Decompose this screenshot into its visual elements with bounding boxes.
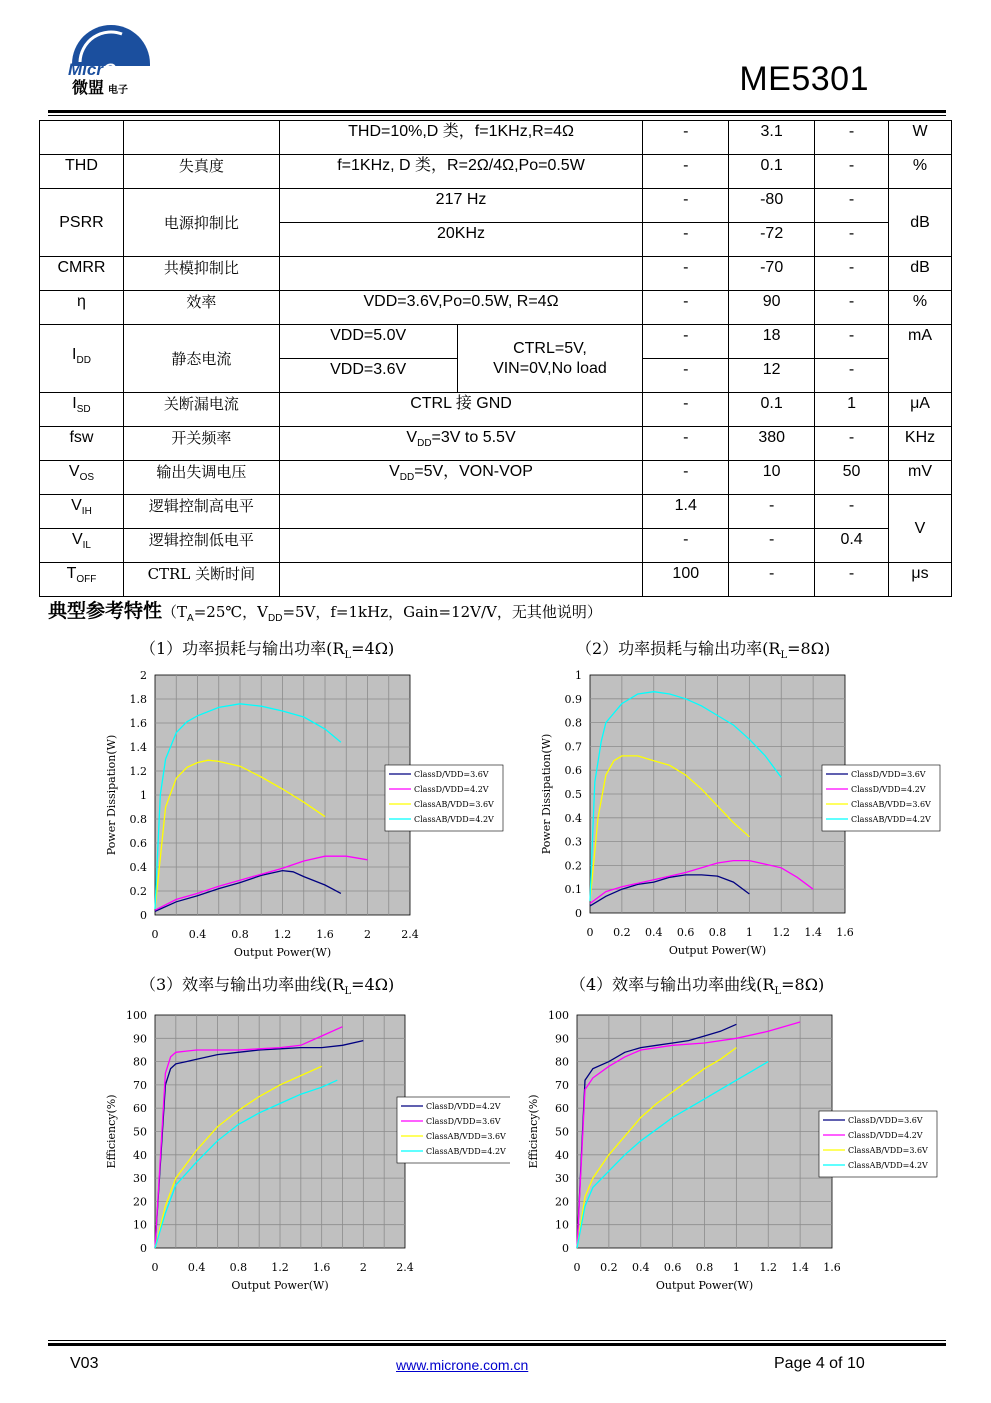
caption-sub: L [780, 650, 788, 662]
x-tick-label: 0.4 [645, 926, 663, 939]
cell-condition: CTRL 接 GND [279, 393, 643, 427]
y-tick-label: 60 [555, 1102, 569, 1116]
legend-label: ClassD/VDD=3.6V [848, 1116, 923, 1125]
caption-text: =8Ω) [787, 639, 831, 658]
cell-name: 开关频率 [123, 427, 279, 461]
x-tick-label: 0 [573, 1261, 581, 1274]
section-cond-a-sub: A [187, 613, 194, 625]
legend-label: ClassD/VDD=4.2V [426, 1102, 501, 1111]
cell-name: 逻辑控制高电平 [123, 495, 279, 529]
company-logo [66, 20, 156, 100]
cell-typ: - [729, 563, 815, 597]
cell-max: 0.4 [815, 529, 889, 563]
cell-typ: 0.1 [729, 155, 815, 189]
x-tick-label: 2.4 [401, 928, 419, 941]
x-tick-label: 0.6 [676, 926, 695, 939]
y-axis-label: Power Dissipation(W) [540, 733, 553, 855]
footer-page-number: Page 4 of 10 [774, 1355, 865, 1372]
cell-max: - [815, 495, 889, 529]
cell-max: - [815, 325, 889, 359]
cell-name: 电源抑制比 [123, 189, 279, 257]
legend-label: ClassAB/VDD=4.2V [848, 1161, 928, 1170]
cell-min: - [643, 393, 729, 427]
cell-max: - [815, 257, 889, 291]
x-axis-label: Output Power(W) [655, 1279, 754, 1292]
table-row [40, 155, 952, 189]
y-tick-label: 30 [133, 1172, 147, 1186]
y-tick-label: 70 [555, 1078, 569, 1092]
cell-symbol [40, 495, 124, 529]
cell-condition [279, 257, 643, 291]
x-tick-label: 1.6 [316, 928, 334, 941]
x-tick-label: 1 [745, 926, 753, 939]
legend-label: ClassAB/VDD=4.2V [426, 1147, 506, 1156]
y-tick-label: 2 [140, 669, 147, 682]
logo-text-en-tail: One [102, 60, 137, 79]
caption-sub: L [344, 650, 352, 662]
symbol-main: V [71, 531, 83, 548]
cell-min: - [643, 291, 729, 325]
logo-text-cn-small: 电子 [108, 85, 128, 96]
symbol-sub: IH [81, 506, 92, 518]
cell-symbol [40, 325, 124, 393]
cell-min: - [643, 461, 729, 495]
symbol-sub: OFF [76, 574, 97, 586]
table-row [40, 427, 952, 461]
logo-text-cn: 微盟 [72, 78, 105, 97]
y-tick-label: 1 [575, 669, 582, 682]
x-tick-label: 0.8 [708, 926, 727, 939]
x-tick-label: 1.6 [312, 1261, 331, 1274]
cell-typ: 10 [729, 461, 815, 495]
caption-text: =8Ω) [781, 975, 825, 994]
cell-typ: 3.1 [729, 121, 815, 155]
caption-text: （4）效率与输出功率曲线(R [570, 975, 775, 994]
table-row [40, 495, 952, 529]
caption-text: =4Ω) [351, 975, 395, 994]
symbol-main: V [68, 463, 80, 480]
y-tick-label: 10 [555, 1218, 569, 1232]
cell-max: - [815, 223, 889, 257]
table-row [40, 257, 952, 291]
cell-min: - [643, 427, 729, 461]
table-row [40, 529, 952, 563]
caption-sub: L [774, 986, 782, 998]
y-tick-label: 20 [133, 1195, 147, 1209]
cond-pre: V [406, 429, 418, 446]
cell-typ: -72 [729, 223, 815, 257]
caption-text: =4Ω) [351, 639, 395, 658]
table-row [40, 121, 952, 155]
y-tick-label: 0 [562, 1242, 569, 1255]
doc-title: ME5301 [739, 60, 869, 98]
section-cond-c: =5V，f=1kHz，Gain=12V/V，无其他说明） [282, 603, 602, 621]
caption-sub: L [344, 986, 352, 998]
cell-max: - [815, 155, 889, 189]
symbol-main: T [66, 565, 77, 582]
y-tick-label: 1.4 [129, 741, 147, 754]
cell-typ: 12 [729, 359, 815, 393]
cell-typ: - [729, 495, 815, 529]
y-tick-label: 1 [140, 789, 147, 802]
cell-symbol [40, 121, 124, 155]
legend-label: ClassAB/VDD=4.2V [851, 815, 931, 824]
cell-condition: VDD=3.6V,Po=0.5W, R=4Ω [279, 291, 643, 325]
legend-label: ClassAB/VDD=4.2V [414, 815, 494, 824]
y-tick-label: 30 [555, 1172, 569, 1186]
cell-condition: f=1KHz, D 类，R=2Ω/4Ω,Po=0.5W [279, 155, 643, 189]
x-tick-label: 1.2 [772, 926, 790, 939]
y-tick-label: 0.3 [564, 835, 582, 849]
cell-typ: - [729, 529, 815, 563]
y-tick-label: 80 [133, 1055, 147, 1069]
legend-label: ClassAB/VDD=3.6V [414, 800, 494, 809]
cell-min: - [643, 325, 729, 359]
x-tick-label: 1.2 [759, 1261, 777, 1274]
chart-caption-1 [140, 636, 394, 661]
section-cond-a: （T [162, 603, 188, 621]
cell-symbol [40, 393, 124, 427]
legend-label: ClassAB/VDD=3.6V [426, 1132, 506, 1141]
cell-condition: VDD=5.0V [279, 325, 457, 359]
cell-condition-shared [457, 325, 643, 393]
x-tick-label: 0.8 [695, 1261, 714, 1274]
cell-min: - [643, 121, 729, 155]
x-tick-label: 2 [364, 928, 371, 941]
y-tick-label: 1.6 [129, 717, 147, 730]
y-tick-label: 0.2 [129, 885, 147, 898]
symbol-main: V [71, 497, 82, 514]
cell-condition: 20KHz [279, 223, 643, 257]
chart-power-dissipation-8ohm [535, 665, 945, 965]
header-rule-thin [48, 115, 946, 116]
cell-condition: VDD=3.6V [279, 359, 457, 393]
symbol-main: I [72, 395, 77, 412]
legend-label: ClassD/VDD=3.6V [414, 770, 489, 779]
y-tick-label: 20 [555, 1195, 569, 1209]
y-tick-label: 60 [133, 1102, 147, 1116]
cell-unit: μs [889, 563, 952, 597]
x-tick-label: 1.6 [836, 926, 854, 939]
cell-name: CTRL 关断时间 [123, 563, 279, 597]
cell-condition [279, 461, 643, 495]
x-axis-label: Output Power(W) [233, 946, 332, 959]
x-tick-label: 0.4 [188, 928, 207, 941]
footer-website-link[interactable]: www.microne.com.cn [396, 1357, 529, 1373]
chart-caption-4 [570, 972, 824, 997]
cond-sub: DD [399, 472, 415, 484]
cell-min: 100 [643, 563, 729, 597]
cond-sub: DD [417, 438, 432, 450]
cell-max: 1 [815, 393, 889, 427]
cell-symbol [40, 461, 124, 495]
footer-rule [48, 1343, 946, 1346]
x-tick-label: 1.2 [271, 1261, 289, 1274]
chart-efficiency-4ohm [100, 1005, 510, 1305]
section-title [48, 596, 602, 624]
y-axis-label: Efficiency(%) [527, 1094, 540, 1169]
y-tick-label: 80 [555, 1055, 569, 1069]
cell-name: 失真度 [123, 155, 279, 189]
cell-unit: dB [889, 189, 952, 257]
x-tick-label: 0 [151, 1261, 159, 1274]
footer-version: V03 [70, 1355, 99, 1372]
cell-max: - [815, 359, 889, 393]
y-tick-label: 40 [555, 1148, 569, 1162]
caption-text: （3）效率与输出功率曲线(R [140, 975, 345, 994]
footer-rule-thin [48, 1340, 946, 1341]
legend-label: ClassAB/VDD=3.6V [848, 1146, 928, 1155]
cell-max: - [815, 189, 889, 223]
y-tick-label: 0.5 [564, 788, 582, 801]
x-tick-label: 0 [151, 928, 159, 941]
cell-min: - [643, 189, 729, 223]
cell-unit: W [889, 121, 952, 155]
symbol-main: I [72, 346, 77, 364]
chart-power-dissipation-4ohm [100, 665, 510, 965]
y-tick-label: 0.4 [129, 861, 147, 874]
legend-label: ClassD/VDD=4.2V [848, 1131, 923, 1140]
y-tick-label: 0.6 [129, 837, 147, 850]
y-tick-label: 70 [133, 1078, 147, 1092]
section-cond-b-sub: DD [267, 613, 283, 625]
cond-text: =3V to 5.5V [431, 429, 516, 446]
cell-symbol [40, 529, 124, 563]
y-tick-label: 90 [555, 1032, 569, 1046]
cell-typ: 380 [729, 427, 815, 461]
y-axis-label: Power Dissipation(W) [105, 734, 118, 856]
cell-typ: -70 [729, 257, 815, 291]
cell-unit: % [889, 155, 952, 189]
x-tick-label: 0.4 [187, 1261, 206, 1274]
cell-name: 效率 [123, 291, 279, 325]
cell-symbol: η [40, 291, 124, 325]
table-row [40, 393, 952, 427]
y-tick-label: 0 [140, 909, 147, 922]
cell-max: - [815, 427, 889, 461]
y-tick-label: 0 [575, 907, 582, 920]
x-tick-label: 0 [586, 926, 594, 939]
cell-condition: THD=10%,D 类，f=1KHz,R=4Ω [279, 121, 643, 155]
cell-min: - [643, 223, 729, 257]
y-tick-label: 100 [126, 1009, 147, 1022]
cell-name: 静态电流 [123, 325, 279, 393]
y-tick-label: 1.8 [129, 693, 147, 706]
cell-name: 输出失调电压 [123, 461, 279, 495]
cell-condition [279, 427, 643, 461]
cell-min: - [643, 257, 729, 291]
cell-typ: 18 [729, 325, 815, 359]
x-tick-label: 0.6 [663, 1261, 682, 1274]
cell-unit: dB [889, 257, 952, 291]
legend-label: ClassD/VDD=4.2V [414, 785, 489, 794]
chart-efficiency-8ohm [520, 1005, 945, 1305]
cell-unit: KHz [889, 427, 952, 461]
cell-name: 关断漏电流 [123, 393, 279, 427]
cell-symbol: PSRR [40, 189, 124, 257]
cell-condition: 217 Hz [279, 189, 643, 223]
y-tick-label: 0.8 [129, 813, 147, 826]
svg-text:MicrOne: MicrOne [68, 60, 137, 79]
x-tick-label: 1.4 [804, 926, 822, 939]
cell-condition [279, 529, 643, 563]
cell-unit: mA [889, 325, 952, 393]
section-cond-b: =25℃，V [193, 603, 268, 621]
x-tick-label: 0.2 [600, 1261, 618, 1274]
y-axis-label: Efficiency(%) [105, 1094, 118, 1169]
condition-line: CTRL=5V, [513, 339, 587, 357]
x-tick-label: 1.4 [791, 1261, 809, 1274]
cond-pre: V [389, 463, 400, 480]
cell-max: - [815, 563, 889, 597]
y-tick-label: 0 [140, 1242, 147, 1255]
cell-min: - [643, 359, 729, 393]
y-tick-label: 0.8 [564, 716, 582, 730]
cell-name: 逻辑控制低电平 [123, 529, 279, 563]
cell-symbol: fsw [40, 427, 124, 461]
x-tick-label: 0.2 [613, 926, 631, 939]
x-axis-label: Output Power(W) [668, 944, 767, 957]
chart-caption-3 [140, 972, 394, 997]
cell-unit: % [889, 291, 952, 325]
x-tick-label: 1.2 [273, 928, 292, 941]
table-row [40, 189, 952, 223]
cell-unit: mV [889, 461, 952, 495]
y-tick-label: 90 [133, 1032, 147, 1046]
y-tick-label: 0.7 [564, 740, 582, 754]
x-tick-label: 0.8 [229, 1261, 248, 1274]
cell-symbol: THD [40, 155, 124, 189]
symbol-sub: SD [76, 404, 91, 416]
chart-caption-2 [576, 636, 830, 661]
header-rule [48, 110, 946, 113]
y-tick-label: 50 [555, 1125, 569, 1139]
cell-unit: V [889, 495, 952, 563]
cell-min: 1.4 [643, 495, 729, 529]
y-tick-label: 50 [133, 1125, 147, 1139]
cell-symbol: CMRR [40, 257, 124, 291]
x-tick-label: 1 [732, 1261, 740, 1274]
table-row [40, 563, 952, 597]
cond-text: =5V，VON-VOP [414, 463, 533, 480]
cell-typ: 0.1 [729, 393, 815, 427]
symbol-sub: OS [79, 472, 95, 484]
condition-line: VIN=0V,No load [493, 359, 607, 377]
cell-max: - [815, 121, 889, 155]
symbol-sub: IL [82, 540, 91, 552]
legend-label: ClassD/VDD=4.2V [851, 785, 926, 794]
x-tick-label: 1.6 [823, 1261, 841, 1274]
y-tick-label: 0.4 [564, 811, 582, 825]
y-tick-label: 40 [133, 1148, 147, 1162]
table-row [40, 291, 952, 325]
cell-unit: μA [889, 393, 952, 427]
cell-max: - [815, 291, 889, 325]
cell-name: 共模抑制比 [123, 257, 279, 291]
x-tick-label: 0.8 [231, 928, 249, 941]
cell-name [123, 121, 279, 155]
cell-max: 50 [815, 461, 889, 495]
x-tick-label: 0.4 [632, 1261, 650, 1274]
caption-text: （2）功率损耗与输出功率(R [576, 639, 781, 658]
table-row [40, 325, 952, 359]
spec-table [39, 120, 952, 597]
legend-label: ClassD/VDD=3.6V [851, 770, 926, 779]
x-tick-label: 2.4 [396, 1261, 414, 1274]
y-tick-label: 0.1 [564, 883, 582, 897]
legend-label: ClassD/VDD=3.6V [426, 1117, 501, 1126]
cell-condition [279, 563, 643, 597]
cell-symbol [40, 563, 124, 597]
table-row [40, 461, 952, 495]
x-tick-label: 2 [359, 1261, 367, 1274]
caption-text: （1）功率损耗与输出功率(R [140, 639, 345, 658]
cell-condition [279, 495, 643, 529]
cell-typ: 90 [729, 291, 815, 325]
y-tick-label: 0.9 [564, 692, 582, 706]
cell-min: - [643, 529, 729, 563]
y-tick-label: 1.2 [129, 765, 147, 778]
symbol-sub: DD [76, 355, 91, 367]
section-heading: 典型参考特性 [48, 600, 163, 622]
y-tick-label: 10 [133, 1218, 147, 1232]
y-tick-label: 100 [548, 1009, 569, 1022]
x-axis-label: Output Power(W) [231, 1279, 329, 1292]
y-tick-label: 0.2 [564, 859, 582, 873]
legend-label: ClassAB/VDD=3.6V [851, 800, 931, 809]
cell-min: - [643, 155, 729, 189]
cell-typ: -80 [729, 189, 815, 223]
y-tick-label: 0.6 [564, 764, 582, 778]
